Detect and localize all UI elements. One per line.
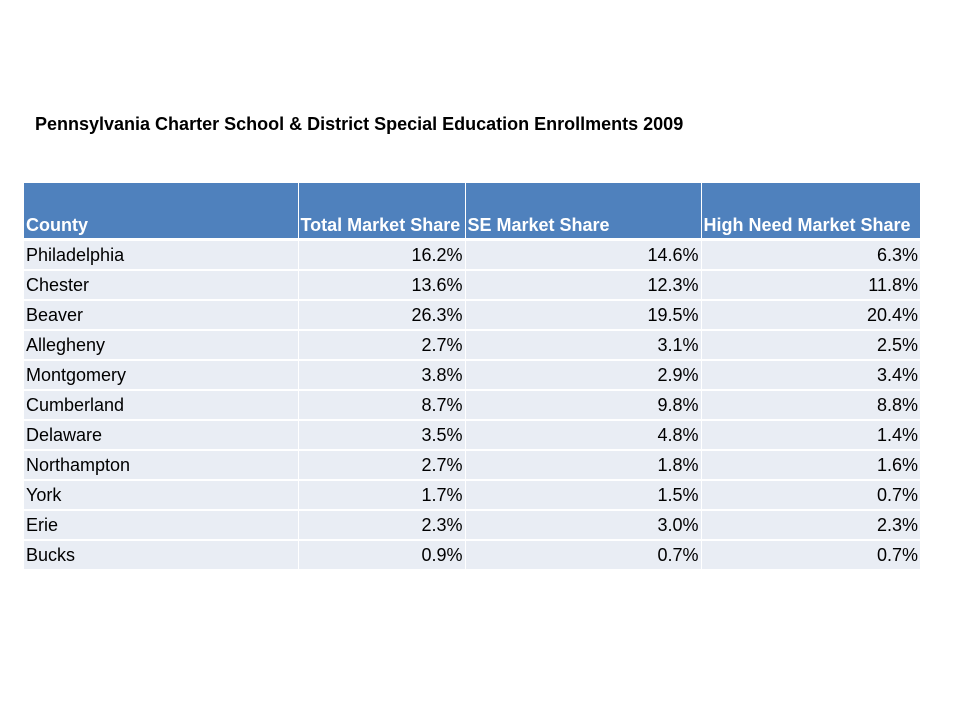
county-cell: Delaware — [24, 420, 298, 450]
se-market-share-cell: 0.7% — [465, 540, 701, 570]
se-market-share-cell: 3.1% — [465, 330, 701, 360]
column-header-high-need-market-share: High Need Market Share — [701, 183, 920, 240]
table-row — [24, 270, 920, 300]
table-row — [24, 480, 920, 510]
table-row — [24, 510, 920, 540]
high-need-market-share-cell: 0.7% — [701, 540, 920, 570]
high-need-market-share-cell: 1.6% — [701, 450, 920, 480]
total-market-share-cell: 26.3% — [298, 300, 465, 330]
table-row — [24, 420, 920, 450]
table-row — [24, 240, 920, 271]
total-market-share-cell: 16.2% — [298, 240, 465, 271]
se-market-share-cell: 2.9% — [465, 360, 701, 390]
table-row — [24, 300, 920, 330]
high-need-market-share-cell: 0.7% — [701, 480, 920, 510]
table-row — [24, 450, 920, 480]
high-need-market-share-cell: 8.8% — [701, 390, 920, 420]
se-market-share-cell: 14.6% — [465, 240, 701, 271]
county-cell: Bucks — [24, 540, 298, 570]
table-row — [24, 390, 920, 420]
high-need-market-share-cell: 2.3% — [701, 510, 920, 540]
se-market-share-cell: 3.0% — [465, 510, 701, 540]
se-market-share-cell: 12.3% — [465, 270, 701, 300]
slide-title: Pennsylvania Charter School & District Special Education Enrollments 2009 — [35, 114, 684, 134]
se-market-share-cell: 4.8% — [465, 420, 701, 450]
total-market-share-cell: 1.7% — [298, 480, 465, 510]
total-market-share-cell: 2.3% — [298, 510, 465, 540]
total-market-share-cell: 3.8% — [298, 360, 465, 390]
enrollment-table — [24, 183, 920, 571]
se-market-share-cell: 1.8% — [465, 450, 701, 480]
high-need-market-share-cell: 11.8% — [701, 270, 920, 300]
county-cell: York — [24, 480, 298, 510]
se-market-share-cell: 1.5% — [465, 480, 701, 510]
total-market-share-cell: 8.7% — [298, 390, 465, 420]
total-market-share-cell: 0.9% — [298, 540, 465, 570]
table-row — [24, 360, 920, 390]
county-cell: Erie — [24, 510, 298, 540]
table-header-row — [24, 183, 920, 240]
county-cell: Philadelphia — [24, 240, 298, 271]
column-header-county: County — [24, 183, 298, 240]
high-need-market-share-cell: 20.4% — [701, 300, 920, 330]
county-cell: Montgomery — [24, 360, 298, 390]
column-header-se-market-share: SE Market Share — [465, 183, 701, 240]
high-need-market-share-cell: 2.5% — [701, 330, 920, 360]
column-header-total-market-share: Total Market Share — [298, 183, 465, 240]
county-cell: Chester — [24, 270, 298, 300]
county-cell: Beaver — [24, 300, 298, 330]
total-market-share-cell: 3.5% — [298, 420, 465, 450]
county-cell: Allegheny — [24, 330, 298, 360]
se-market-share-cell: 19.5% — [465, 300, 701, 330]
table-row — [24, 330, 920, 360]
county-cell: Northampton — [24, 450, 298, 480]
table-row — [24, 540, 920, 570]
county-cell: Cumberland — [24, 390, 298, 420]
high-need-market-share-cell: 6.3% — [701, 240, 920, 271]
se-market-share-cell: 9.8% — [465, 390, 701, 420]
total-market-share-cell: 2.7% — [298, 330, 465, 360]
high-need-market-share-cell: 1.4% — [701, 420, 920, 450]
total-market-share-cell: 2.7% — [298, 450, 465, 480]
total-market-share-cell: 13.6% — [298, 270, 465, 300]
high-need-market-share-cell: 3.4% — [701, 360, 920, 390]
